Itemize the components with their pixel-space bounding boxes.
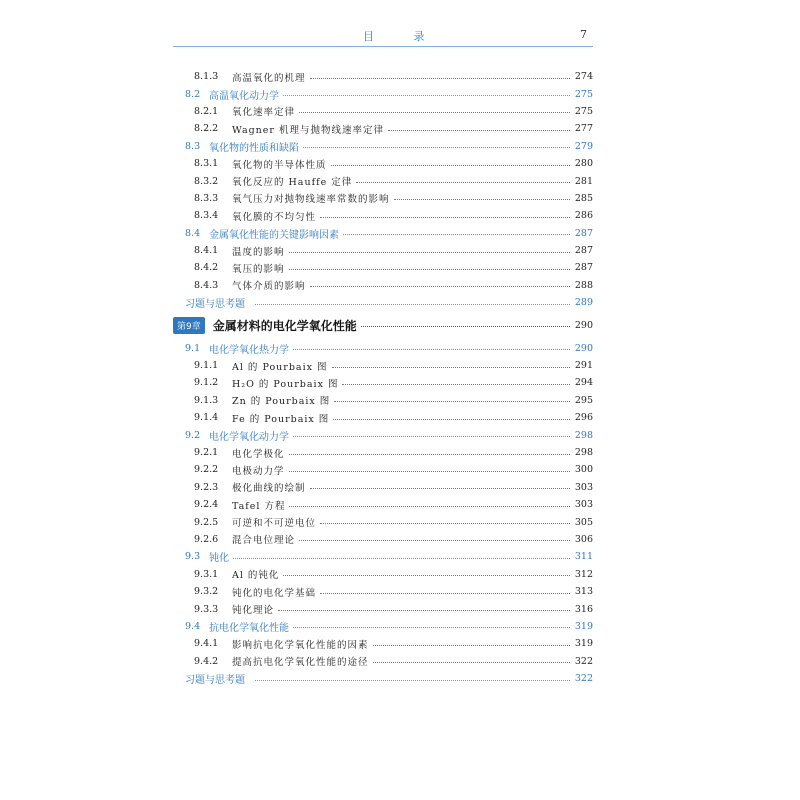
toc-entry-sub [173, 461, 593, 478]
dot-leader [394, 199, 570, 200]
dot-leader [293, 436, 570, 437]
toc-entry-title: Zn 的 Pourbaix 图 [232, 396, 331, 408]
toc-entry-number: 8.2.1 [194, 105, 219, 117]
toc-entry-page-number: 274 [574, 71, 593, 83]
toc-entry-number: 8.3.1 [194, 158, 219, 170]
dot-leader [342, 384, 570, 385]
toc-entry-number: 8.4.2 [194, 262, 219, 274]
toc-entry-page-number: 281 [574, 175, 593, 187]
toc-entry-exercise [173, 294, 593, 311]
toc-entry-sub [173, 653, 593, 670]
toc-entry-sub [173, 600, 593, 617]
toc-entry-number: 9.2.2 [194, 464, 219, 476]
toc-entry-page-number: 303 [574, 499, 593, 511]
toc-entry-number: 8.3.3 [194, 192, 219, 204]
toc-entry-page-number: 303 [574, 481, 593, 493]
toc-entry-page-number: 287 [574, 227, 593, 239]
toc-entry-title: 抗电化学氧化性能 [209, 622, 289, 634]
toc-entry-chapter [173, 313, 593, 337]
toc-entry-number: 9.3.3 [194, 603, 219, 615]
toc-entry-sub [173, 583, 593, 600]
toc-entry-page-number: 322 [574, 655, 593, 667]
dot-leader [343, 234, 570, 235]
toc-entry-page-number: 287 [574, 262, 593, 274]
toc-entry-sub [173, 409, 593, 426]
toc-entry-page-number: 279 [574, 140, 593, 152]
toc-entry-number: 9.1.2 [194, 377, 219, 389]
toc-entry-number: 9.2.5 [194, 516, 219, 528]
toc-entry-page-number: 277 [574, 123, 593, 135]
toc-entry-sec [173, 548, 593, 565]
toc-entry-title: 钝化 [209, 553, 229, 565]
toc-entry-page-number: 275 [574, 105, 593, 117]
dot-leader [293, 349, 570, 350]
toc-entry-title: 习题与思考题 [185, 299, 245, 311]
toc-entry-page-number: 305 [574, 516, 593, 528]
dot-leader [320, 523, 570, 524]
toc-entry-page-number: 298 [574, 447, 593, 458]
dot-leader [303, 147, 570, 148]
dot-leader [310, 488, 570, 489]
toc-entry-sub [173, 172, 593, 189]
toc-entry-page-number: 295 [574, 394, 593, 406]
toc-entry-number: 8.3 [185, 140, 201, 152]
toc-entry-sub [173, 242, 593, 259]
dot-leader [289, 471, 570, 472]
toc-entry-sub [173, 479, 593, 496]
toc-entry-number: 9.1.4 [194, 412, 219, 424]
toc-entry-sec [173, 426, 593, 443]
toc-entry-number: 8.4 [185, 227, 201, 239]
toc-entry-title: 电化学氧化动力学 [209, 431, 289, 443]
toc-entry-title: 影响抗电化学氧化性能的因素 [232, 639, 369, 651]
toc-entry-title: Fe 的 Pourbaix 图 [232, 413, 330, 425]
toc-entry-sub [173, 277, 593, 294]
toc-entry-sec [173, 618, 593, 635]
toc-entry-sec [173, 138, 593, 155]
dot-leader [320, 217, 570, 218]
toc-entry-number: 9.2.6 [194, 533, 219, 545]
toc-entry-page-number: 312 [574, 568, 593, 580]
dot-leader [283, 575, 570, 576]
toc-entry-title: 极化曲线的绘制 [232, 483, 306, 495]
dot-leader [299, 112, 570, 113]
toc-entry-page-number: 286 [574, 210, 593, 222]
toc-entry-title: Wagner 机理与抛物线速率定律 [232, 124, 384, 136]
toc-entry-title: 氧气压力对抛物线速率常数的影响 [232, 194, 390, 206]
toc-entry-sec [173, 225, 593, 242]
toc-entry-page-number: 287 [574, 245, 593, 257]
toc-entry-number: 9.2.1 [194, 447, 219, 458]
toc-entry-number: 9.4.1 [194, 638, 219, 650]
toc-entry-number: 9.1.1 [194, 360, 219, 372]
toc-entry-number: 9.2.4 [194, 499, 219, 511]
dot-leader [233, 558, 570, 559]
dot-leader [289, 252, 570, 253]
toc-entry-title: 习题与思考题 [185, 675, 245, 687]
toc-entry-number: 9.3.2 [194, 586, 219, 598]
toc-entry-sub [173, 103, 593, 120]
toc-entry-title: Al 的钝化 [232, 570, 280, 582]
toc-entry-title: H₂O 的 Pourbaix 图 [232, 378, 339, 390]
toc-entry-title: 可逆和不可逆电位 [232, 518, 317, 530]
toc-entry-page-number: 300 [574, 464, 593, 476]
dot-leader [310, 78, 570, 79]
header-title: 目 录 [363, 30, 443, 43]
toc-entry-sub [173, 531, 593, 548]
toc-entry-page-number: 291 [574, 360, 593, 372]
toc-entry-title: 电化学极化 [232, 448, 285, 460]
toc-entry-title: 钝化的电化学基础 [232, 587, 317, 599]
toc-entry-title: 高温氧化的机理 [232, 72, 306, 84]
dot-leader [278, 610, 570, 611]
dot-leader [334, 401, 570, 402]
toc-entry-page-number: 319 [574, 620, 593, 632]
toc-entry-title: 金属氧化性能的关键影响因素 [209, 229, 339, 241]
toc-entry-title: Tafel 方程 [232, 500, 286, 512]
toc-entry-number: 9.4.2 [194, 655, 219, 667]
toc-entry-title: 氧化物的半导体性质 [232, 159, 327, 171]
toc-entry-number: 9.2.3 [194, 481, 219, 493]
toc-entry-number: 8.2.2 [194, 123, 219, 135]
toc-entry-title: 钝化理论 [232, 605, 275, 617]
toc-entry-exercise [173, 670, 593, 687]
toc-entry-title: 温度的影响 [232, 246, 285, 258]
toc-entry-title: 气体介质的影响 [232, 281, 306, 293]
page-header [173, 28, 593, 47]
toc-entry-page-number: 319 [574, 638, 593, 650]
toc-entry-page-number: 311 [574, 551, 593, 563]
toc-entry-sub [173, 392, 593, 409]
table-of-contents [173, 68, 593, 687]
dot-leader [361, 326, 570, 327]
toc-entry-page-number: 296 [574, 412, 593, 424]
toc-entry-number: 9.4 [185, 620, 201, 632]
toc-entry-title: 氧压的影响 [232, 263, 285, 275]
toc-entry-title: 高温氧化动力学 [209, 90, 279, 102]
dot-leader [289, 454, 570, 455]
toc-entry-page-number: 306 [574, 533, 593, 545]
header-page-number: 7 [580, 28, 587, 41]
dot-leader [255, 680, 570, 681]
dot-leader [310, 286, 570, 287]
toc-entry-number: 9.1.3 [194, 394, 219, 406]
toc-entry-number: 8.2 [185, 88, 201, 100]
toc-entry-number: 8.4.3 [194, 279, 219, 291]
dot-leader [320, 593, 570, 594]
toc-entry-page-number: 288 [574, 279, 593, 291]
dot-leader [388, 130, 570, 131]
toc-entry-title: 氧化物的性质和缺陷 [209, 142, 299, 154]
dot-leader [283, 95, 570, 96]
dot-leader [289, 506, 570, 507]
toc-entry-page-number: 294 [574, 377, 593, 389]
toc-entry-number: 9.2 [185, 429, 201, 441]
toc-entry-sub [173, 513, 593, 530]
dot-leader [299, 540, 570, 541]
toc-entry-page-number: 285 [574, 192, 593, 204]
dot-leader [289, 269, 570, 270]
dot-leader [255, 304, 570, 305]
toc-entry-number: 9.1 [185, 342, 201, 354]
toc-entry-page-number: 280 [574, 158, 593, 170]
toc-entry-number: 9.3.1 [194, 568, 219, 580]
toc-entry-title: 电化学氧化热力学 [209, 344, 289, 356]
toc-entry-number: 8.1.3 [194, 71, 219, 83]
toc-entry-sub [173, 496, 593, 513]
toc-entry-page-number: 290 [574, 319, 593, 331]
dot-leader [373, 662, 570, 663]
toc-entry-number: 8.3.4 [194, 210, 219, 222]
toc-entry-title: 氧化反应的 Hauffe 定律 [232, 177, 353, 189]
toc-entry-page-number: 290 [574, 342, 593, 354]
toc-entry-page-number: 289 [574, 297, 593, 309]
toc-entry-number: 8.3.2 [194, 175, 219, 187]
toc-entry-number: 8.4.1 [194, 245, 219, 257]
toc-entry-title: 混合电位理论 [232, 535, 296, 547]
dot-leader [331, 165, 570, 166]
toc-entry-title: 氧化膜的不均匀性 [232, 211, 317, 223]
dot-leader [373, 645, 570, 646]
toc-entry-title: 金属材料的电化学氧化性能 [212, 318, 357, 333]
toc-entry-sub [173, 155, 593, 172]
dot-leader [333, 419, 570, 420]
toc-entry-sub [173, 566, 593, 583]
toc-entry-sub [173, 120, 593, 137]
toc-entry-number: 9.3 [185, 551, 201, 563]
toc-entry-sec [173, 339, 593, 356]
dot-leader [293, 627, 570, 628]
toc-entry-page-number: 275 [574, 88, 593, 100]
toc-entry-title: Al 的 Pourbaix 图 [232, 361, 328, 373]
dot-leader [356, 182, 570, 183]
toc-entry-sub [173, 444, 593, 461]
toc-entry-sub [173, 207, 593, 224]
toc-entry-sub [173, 635, 593, 652]
toc-entry-page-number: 298 [574, 429, 593, 441]
dot-leader [332, 367, 571, 368]
toc-entry-sub [173, 68, 593, 85]
toc-entry-sec [173, 85, 593, 102]
toc-entry-title: 提高抗电化学氧化性能的途径 [232, 657, 369, 669]
toc-entry-page-number: 316 [574, 603, 593, 615]
toc-entry-sub [173, 259, 593, 276]
toc-entry-sub [173, 357, 593, 374]
toc-entry-title: 氧化速率定律 [232, 107, 296, 119]
toc-entry-page-number: 313 [574, 586, 593, 598]
toc-entry-page-number: 322 [574, 673, 593, 685]
toc-entry-title: 电极动力学 [232, 465, 285, 477]
chapter-badge: 第9章 [173, 317, 205, 334]
toc-entry-sub [173, 190, 593, 207]
toc-entry-sub [173, 374, 593, 391]
